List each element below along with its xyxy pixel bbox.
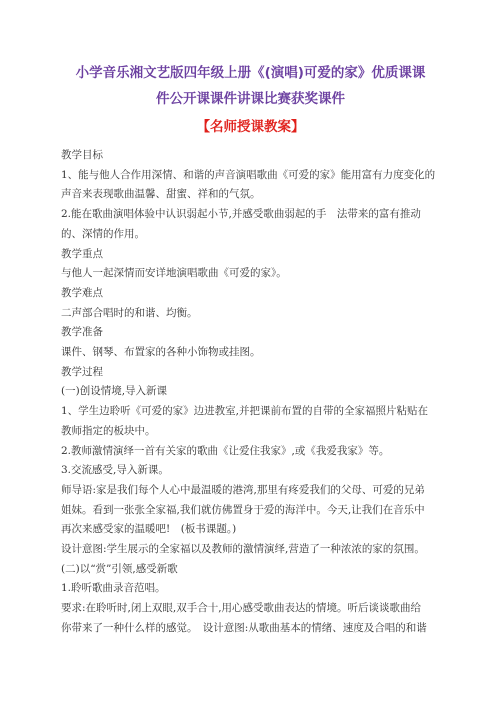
section-heading-process: 教学过程	[61, 365, 103, 378]
body-line: 1、能与他人合作用深情、和谐的声音演唱歌曲《可爱的家》能用富有力度变化的	[61, 168, 436, 181]
document-title-line-2: 件公开课课件讲课比赛获奖课件	[156, 91, 345, 107]
body-line: 二声部合唱时的和谐、均衡。	[61, 306, 198, 319]
document-subtitle: 【名师授课教案】	[196, 119, 305, 135]
body-line: 要求:在聆听时,闭上双眼,双手合十,用心感受歌曲表达的情境。听后谈谈歌曲给	[61, 602, 422, 615]
body-line: 姐妹。看到一张张全家福,我们就仿佛置身于爱的海洋中。今天,让我们在音乐中	[61, 503, 425, 516]
body-line: 3.交流感受,导入新课。	[61, 464, 169, 477]
section-heading-objectives: 教学目标	[61, 149, 103, 161]
body-line: 你带来了一种什么样的感觉。 设计意图:从歌曲基本的情绪、速度及合唱的和谐	[61, 621, 427, 634]
body-line: 课件、钢琴、布置家的各种小饰物或挂图。	[61, 346, 261, 359]
body-line: (二)以“赏”引领,感受新歌	[61, 562, 178, 575]
document-body	[61, 146, 440, 639]
body-line: (一)创设情境,导入新课	[61, 385, 168, 398]
body-line: 再次来感受家的温暖吧! (板书课题。)	[61, 523, 237, 536]
section-heading-preparation: 教学准备	[61, 326, 103, 339]
body-line: 与他人一起深情而安详地演唱歌曲《可爱的家》。	[61, 267, 287, 280]
document-title-line-1: 小学音乐湘文艺版四年级上册《(演唱)可爱的家》优质课课	[75, 65, 426, 81]
body-line: 设计意图:学生展示的全家福以及教师的激情演绎,营造了一种浓浓的家的氛围。	[61, 543, 425, 556]
body-line: 教师指定的板块中。	[61, 424, 156, 437]
section-heading-key-points: 教学重点	[61, 247, 103, 260]
body-line: 1、学生边聆听《可爱的家》边进教室,并把课前布置的自带的全家福照片粘贴在	[61, 405, 429, 418]
body-line: 2.教师激情演绎一首有关家的歌曲《让爱住我家》,或《我爱我家》等。	[61, 444, 390, 457]
body-line: 2.能在歌曲演唱体验中认识弱起小节,并感受歌曲弱起的手 法带来的富有推动	[61, 208, 421, 221]
body-line: 1.聆听歌曲录音范唱。	[61, 582, 166, 595]
body-line: 声音来表现歌曲温馨、甜蜜、祥和的气氛。	[61, 188, 261, 201]
body-line: 师导语:家是我们每个人心中最温暖的港湾,那里有疼爱我们的父母、可爱的兄弟	[61, 483, 425, 496]
section-heading-difficulties: 教学难点	[61, 286, 103, 299]
body-line: 的、深情的作用。	[61, 227, 145, 240]
